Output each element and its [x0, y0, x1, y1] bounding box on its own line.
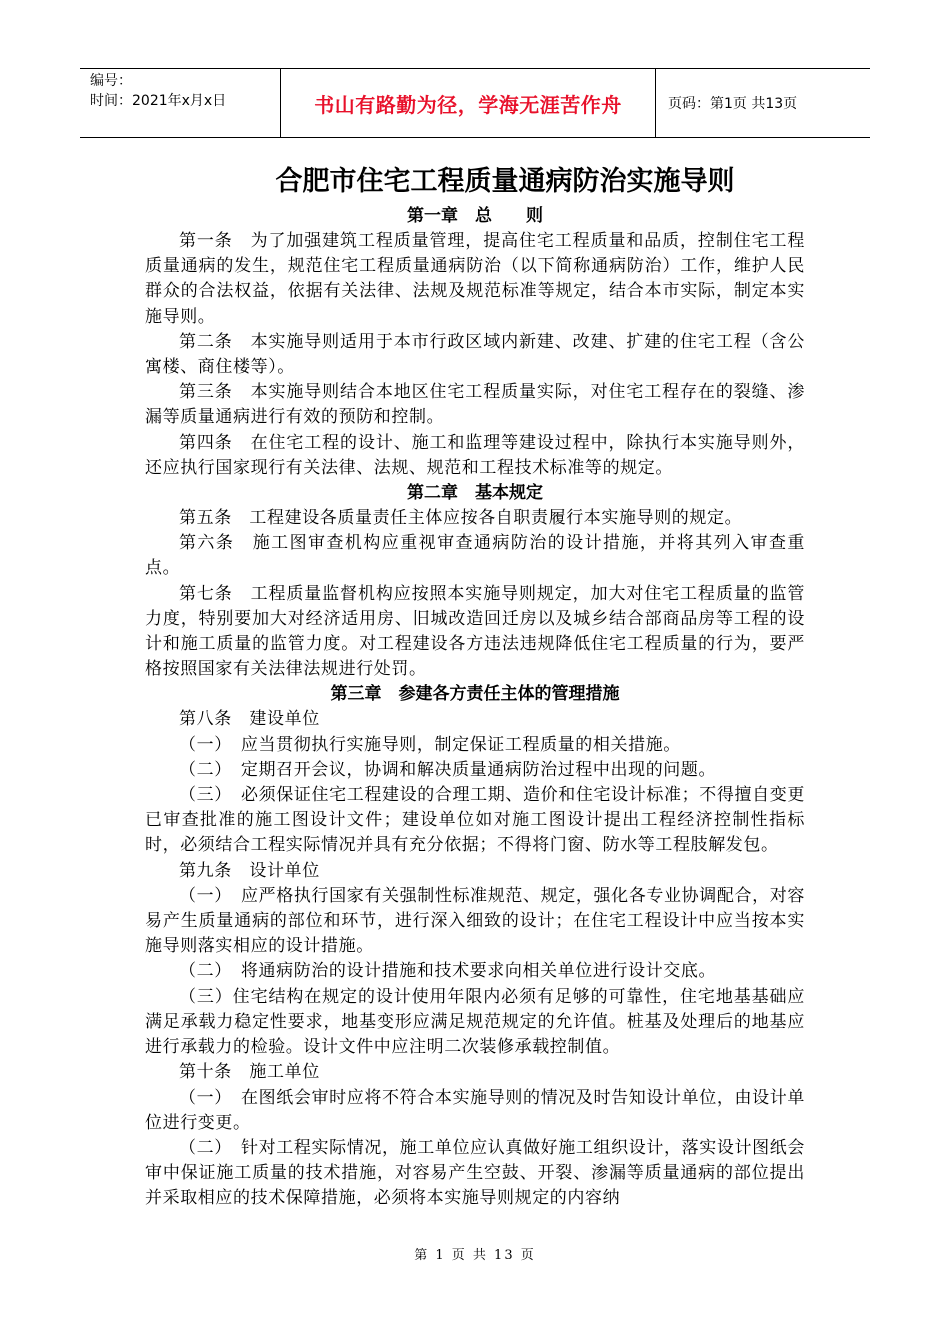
article-8-item-2: （二） 定期召开会议，协调和解决质量通病防治过程中出现的问题。 [179, 759, 717, 780]
document-body [145, 160, 805, 1212]
article-9-item-1: （一） 应严格执行国家有关强制性标准规范、规定，强化各专业协调配合，对容易产生质量通病的部位和环节，进行深入细致的设计；在住宅工程设计中应当按本实施导则落实相应的设计措施。 [145, 885, 805, 957]
motto-text: 书山有路勤为径，学海无涯苦作舟 [314, 92, 622, 117]
article-5: 第五条 工程建设各质量责任主体应按各自职责履行本实施导则的规定。 [179, 508, 743, 529]
page-footer: 第 1 页 共 13 页 [414, 1248, 536, 1263]
chapter-1-heading: 第一章 总 则 [407, 206, 543, 226]
chapter-2-heading: 第二章 基本规定 [407, 483, 543, 504]
header-meta [80, 69, 280, 137]
chapter-3-heading: 第三章 参建各方责任主体的管理措施 [330, 684, 620, 705]
article-7: 第七条 工程质量监督机构应按照本实施导则规定，加大对住宅工程质量的监管力度，特别要加大对经济适用房、旧城改造回迁房以及城乡结合部商品房等工程的设计和施工质量的监管力度。对工程建设各方违法违规降低住宅工程质量的行为，要严格按照国家有关法律法规进行处罚。 [145, 583, 805, 680]
article-1: 第一条 为了加强建筑工程质量管理，提高住宅工程质量和品质，控制住宅工程质量通病的发生，规范住宅工程质量通病防治（以下简称通病防治）工作，维护人民群众的合法权益，依据有关法律、法规及规范标准等规定，结合本市实际，制定本实施导则。 [145, 231, 805, 327]
article-8-item-1: （一） 应当贯彻执行实施导则，制定保证工程质量的相关措施。 [179, 734, 681, 755]
number-label: 编号： [90, 73, 132, 89]
page-header [80, 68, 870, 138]
article-2: 第二条 本实施导则适用于本市行政区域内新建、改建、扩建的住宅工程（含公寓楼、商住楼等）。 [145, 331, 805, 378]
article-6: 第六条 施工图审查机构应重视审查通病防治的设计措施，并将其列入审查重点。 [145, 533, 805, 579]
header-motto-cell [280, 69, 656, 137]
article-10: 第十条 施工单位 [179, 1062, 320, 1083]
article-4: 第四条 在住宅工程的设计、施工和监理等建设过程中，除执行本实施导则外，还应执行国家现行有关法律、法规、规范和工程技术标准等的规定。 [145, 432, 805, 478]
article-10-item-1: （一） 在图纸会审时应将不符合本实施导则的情况及时告知设计单位，由设计单位进行变更。 [145, 1087, 805, 1133]
document-title: 合肥市住宅工程质量通病防治实施导则 [275, 166, 735, 197]
time-label: 时间：2021年x月x日 [90, 93, 227, 109]
article-8-item-3: （三） 必须保证住宅工程建设的合理工期、造价和住宅设计标准；不得擅自变更已审查批准的施工图设计文件；建设单位如对施工图设计提出工程经济控制性指标时，必须结合工程实际情况并具有充分依据；不得将门窗、防水等工程肢解发包。 [145, 785, 805, 856]
article-3: 第三条 本实施导则结合本地区住宅工程质量实际，对住宅工程存在的裂缝、渗漏等质量通病进行有效的预防和控制。 [145, 382, 805, 428]
article-8: 第八条 建设单位 [179, 709, 320, 730]
article-9-item-2: （二） 将通病防治的设计措施和技术要求向相关单位进行设计交底。 [179, 961, 717, 982]
header-page-info: 页码：第1页 共13页 [668, 96, 798, 112]
article-9-item-3: （三）住宅结构在规定的设计使用年限内必须有足够的可靠性，住宅地基基础应满足承载力稳定性要求，地基变形应满足规范规定的允许值。桩基及处理后的地基应进行承载力的检验。设计文件中应注明二次装修承载控制值。 [145, 986, 805, 1058]
article-9: 第九条 设计单位 [179, 860, 320, 881]
article-10-item-2: （二） 针对工程实际情况，施工单位应认真做好施工组织设计，落实设计图纸会审中保证施工质量的技术措施，对容易产生空鼓、开裂、渗漏等质量通病的部位提出并采取相应的技术保障措施，必须将本实施导则规定的内容纳 [145, 1137, 805, 1209]
